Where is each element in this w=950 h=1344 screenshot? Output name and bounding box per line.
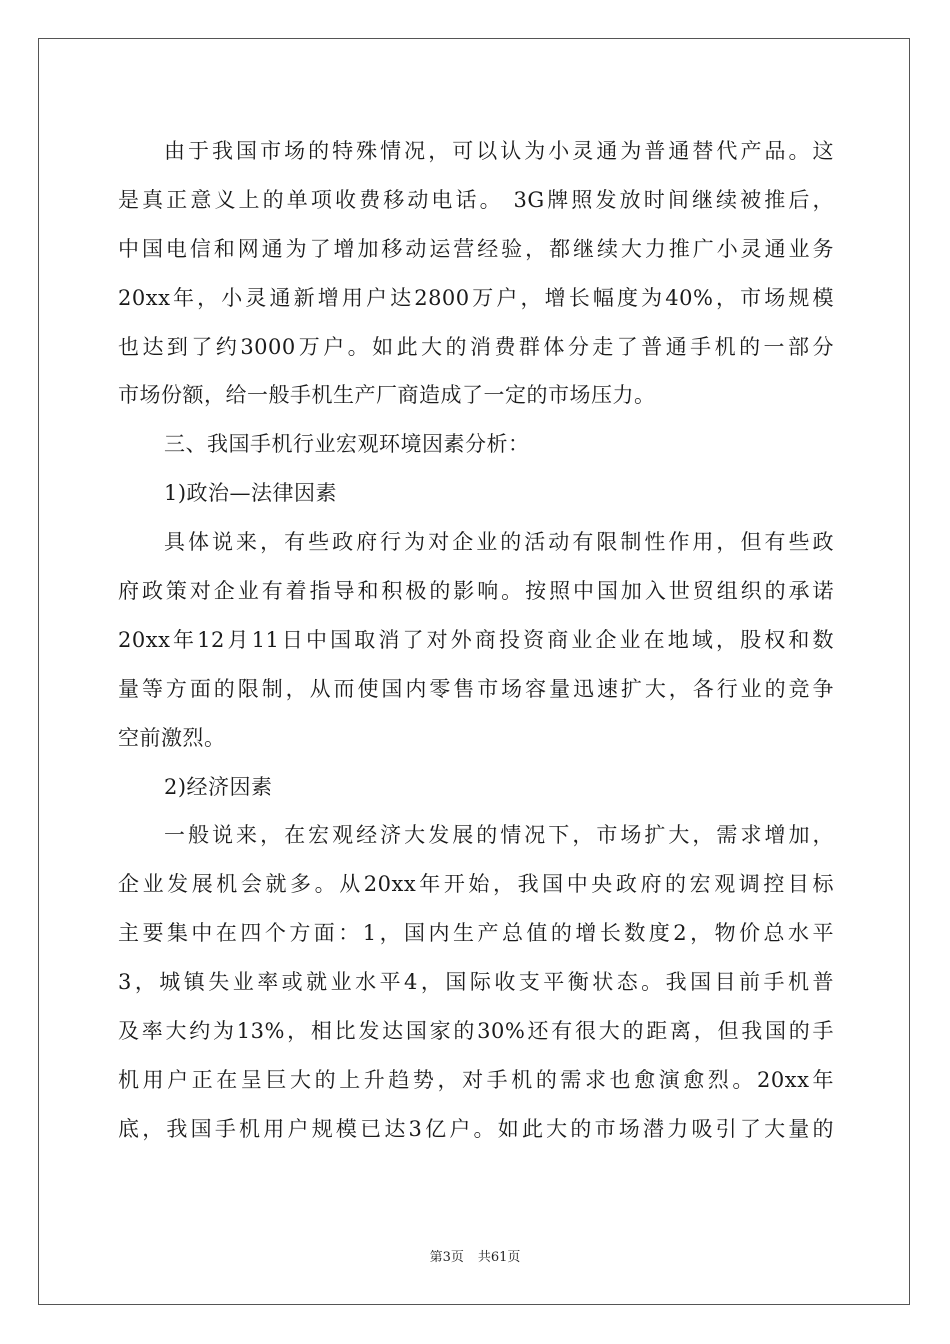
text-line: 具体说来，有些政府行为对企业的活动有限制性作用，但有些政 (164, 530, 834, 555)
page-number: 第3页 (429, 1250, 464, 1265)
text-line: 量等方面的限制，从而使国内零售市场容量迅速扩大，各行业的竞争 (118, 676, 834, 701)
text-line: 主要集中在四个方面：1，国内生产总值的增长数度2，物价总水平 (118, 921, 834, 946)
page-footer (0, 1246, 950, 1265)
text-line: 20xx年，小灵通新增用户达2800万户，增长幅度为40%，市场规模 (118, 285, 834, 310)
subsection-heading: 1)政治—法律因素 (164, 481, 338, 506)
text-line: 及率大约为13%，相比发达国家的30%还有很大的距离，但我国的手 (118, 1019, 834, 1044)
text-line: 是真正意义上的单项收费移动电话。 3G牌照发放时间继续被推后， (118, 187, 834, 212)
total-pages: 共61页 (477, 1250, 521, 1265)
section-heading: 三、我国手机行业宏观环境因素分析： (164, 432, 530, 457)
text-line: 底，我国手机用户规模已达3亿户。如此大的市场潜力吸引了大量的 (118, 1116, 834, 1141)
text-line: 由于我国市场的特殊情况，可以认为小灵通为普通替代产品。这 (164, 139, 834, 163)
text-line: 市场份额，给一般手机生产厂商造成了一定的市场压力。 (118, 383, 656, 408)
text-line: 企业发展机会就多。从20xx年开始，我国中央政府的宏观调控目标 (118, 872, 834, 897)
document-body (118, 127, 834, 1154)
text-line: 府政策对企业有着指导和积极的影响。按照中国加入世贸组织的承诺 (118, 579, 834, 604)
text-line: 一般说来，在宏观经济大发展的情况下，市场扩大，需求增加， (164, 823, 834, 848)
subsection-heading: 2)经济因素 (164, 774, 273, 799)
text-line: 空前激烈。 (118, 725, 226, 750)
text-line: 20xx年12月11日中国取消了对外商投资商业企业在地域，股权和数 (118, 627, 834, 652)
text-line: 机用户正在呈巨大的上升趋势，对手机的需求也愈演愈烈。20xx年 (118, 1067, 834, 1092)
text-line: 中国电信和网通为了增加移动运营经验，都继续大力推广小灵通业务 (118, 236, 834, 261)
text-line: 也达到了约3000万户。如此大的消费群体分走了普通手机的一部分 (118, 334, 834, 359)
text-line: 3，城镇失业率或就业水平4，国际收支平衡状态。我国目前手机普 (118, 970, 834, 995)
